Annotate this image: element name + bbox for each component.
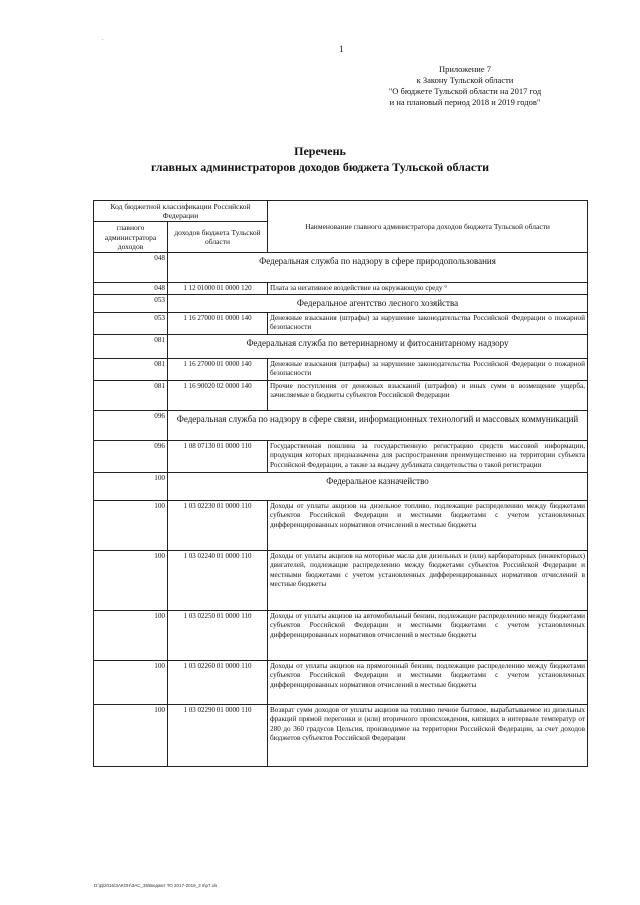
appendix-note — [340, 64, 590, 108]
revenue-code-cell: 1 03 02260 01 0000 110 — [168, 661, 268, 705]
scan-mark: . — [102, 36, 104, 42]
revenue-row — [94, 359, 588, 381]
revenue-row — [94, 441, 588, 473]
admin-code-cell: 100 — [94, 661, 168, 705]
page-number: 1 — [339, 44, 344, 54]
admin-code-cell: 100 — [94, 611, 168, 661]
agency-name-cell: Федеральная служба по надзору в сфере природопользования — [168, 253, 588, 283]
revenue-name-cell: Возврат сумм доходов от уплаты акцизов на топливо печное бытовое, вырабатываемое из дизельных фракций прямой перегонки и (или) вторичного происхождения, кипящих в интервале температур от 280 до 360 градусов Цельсия, производимое на территории Российской Федерации, за счет доходов бюджетов субъектов Российской Федерации — [268, 705, 588, 767]
administrators-table — [93, 200, 588, 767]
revenue-name-cell: Денежные взыскания (штрафы) за нарушение законодательства Российской Федерации о пожарной безопасности — [268, 313, 588, 335]
admin-code-cell: 100 — [94, 473, 168, 501]
revenue-row — [94, 501, 588, 551]
table-header-row — [94, 201, 588, 222]
revenue-row — [94, 551, 588, 611]
admin-code-cell: 100 — [94, 501, 168, 551]
file-path-footer: D:\Д\2016\ЗАКОН\ЗАС_35\Бюджет ТО 2017-2019_3 п\р7.xls — [94, 883, 218, 888]
agency-name-cell: Федеральная служба по ветеринарному и фитосанитарному надзору — [168, 335, 588, 359]
agency-row — [94, 295, 588, 313]
revenue-code-cell: 1 16 27000 01 0000 140 — [168, 313, 268, 335]
agency-name-cell: Федеральное агентство лесного хозяйства — [168, 295, 588, 313]
revenue-name-cell: Доходы от уплаты акцизов на автомобильный бензин, подлежащие распределению между бюджетами субъектов Российской Федерации и местными бюджетами с учетом установленных дифференцированных нормативов отчислений в местные бюджеты — [268, 611, 588, 661]
revenue-code-cell: 1 03 02230 01 0000 110 — [168, 501, 268, 551]
admin-code-cell: 096 — [94, 441, 168, 473]
revenue-name-cell: Государственная пошлина за государственную регистрацию средств массовой информации, продукция которых предназначена для распространения преимущественно на территории субъекта Российской Федерации, а также за выдачу дубликата свидетельства о такой регистрации — [268, 441, 588, 473]
appendix-line: к Закону Тульской области — [416, 75, 514, 85]
revenue-code-cell: 1 12 01000 01 0000 120 — [168, 283, 268, 295]
title-line: главных администраторов доходов бюджета Тульской области — [150, 160, 490, 174]
revenue-code-cell: 1 03 02250 01 0000 110 — [168, 611, 268, 661]
revenue-code-cell: 1 08 07130 01 0000 110 — [168, 441, 268, 473]
header-code-group: Код бюджетной классификации Российской Федерации — [94, 201, 268, 222]
agency-row — [94, 411, 588, 441]
revenue-name-cell: Плата за негативное воздействие на окружающую среду ° — [268, 283, 588, 295]
admin-code-cell: 048 — [94, 283, 168, 295]
revenue-name-cell: Прочие поступления от денежных взысканий (штрафов) и иных сумм в возмещение ущерба, зачисляемые в бюджеты субъектов Российской Федерации — [268, 381, 588, 411]
header-name: Наименование главного администратора доходов бюджета Тульской области — [268, 201, 588, 253]
admin-code-cell: 100 — [94, 705, 168, 767]
header-admin: главного администратора доходов — [94, 222, 168, 253]
title-line: Перечень — [294, 144, 346, 158]
admin-code-cell: 053 — [94, 295, 168, 313]
revenue-row — [94, 381, 588, 411]
revenue-row — [94, 283, 588, 295]
appendix-line: Приложение 7 — [439, 64, 491, 74]
admin-code-cell: 100 — [94, 551, 168, 611]
admin-code-cell: 081 — [94, 359, 168, 381]
document-title — [90, 143, 550, 175]
revenue-name-cell: Доходы от уплаты акцизов на дизельное топливо, подлежащие распределению между бюджетами субъектов Российской Федерации и местными бюджетами с учетом установленных дифференцированных нормативов отчислений в местные бюджеты — [268, 501, 588, 551]
revenue-row — [94, 313, 588, 335]
revenue-code-cell: 1 16 27000 01 0000 140 — [168, 359, 268, 381]
revenue-name-cell: Доходы от уплаты акцизов на моторные масла для дизельных и (или) карбюраторных (инжекторных) двигателей, подлежащие распределению между бюджетами субъектов Российской Федерации и местными бюджетами с учетом установленных дифференцированных нормативов отчислений в местные бюджеты — [268, 551, 588, 611]
agency-name-cell: Федеральное казначейство — [168, 473, 588, 501]
appendix-line: и на плановый период 2018 и 2019 годов" — [389, 97, 541, 107]
revenue-code-cell: 1 03 02290 01 0000 110 — [168, 705, 268, 767]
agency-row — [94, 473, 588, 501]
revenue-code-cell: 1 16 90020 02 0000 140 — [168, 381, 268, 411]
revenue-name-cell: Денежные взыскания (штрафы) за нарушение законодательства Российской Федерации о пожарной безопасности — [268, 359, 588, 381]
admin-code-cell: 048 — [94, 253, 168, 283]
admin-code-cell: 053 — [94, 313, 168, 335]
revenue-name-cell: Доходы от уплаты акцизов на прямогонный бензин, подлежащие распределению между бюджетами субъектов Российской Федерации и местными бюджетами с учетом установленных дифференцированных нормативов отчислений в местные бюджеты — [268, 661, 588, 705]
revenue-row — [94, 705, 588, 767]
agency-row — [94, 253, 588, 283]
agency-name-cell: Федеральная служба по надзору в сфере связи, информационных технологий и массовых коммуникаций — [168, 411, 588, 441]
admin-code-cell: 096 — [94, 411, 168, 441]
revenue-row — [94, 661, 588, 705]
header-revenue: доходов бюджета Тульской области — [168, 222, 268, 253]
agency-row — [94, 335, 588, 359]
admin-code-cell: 081 — [94, 335, 168, 359]
revenue-row — [94, 611, 588, 661]
admin-code-cell: 081 — [94, 381, 168, 411]
revenue-code-cell: 1 03 02240 01 0000 110 — [168, 551, 268, 611]
appendix-line: "О бюджете Тульской области на 2017 год — [388, 86, 542, 96]
